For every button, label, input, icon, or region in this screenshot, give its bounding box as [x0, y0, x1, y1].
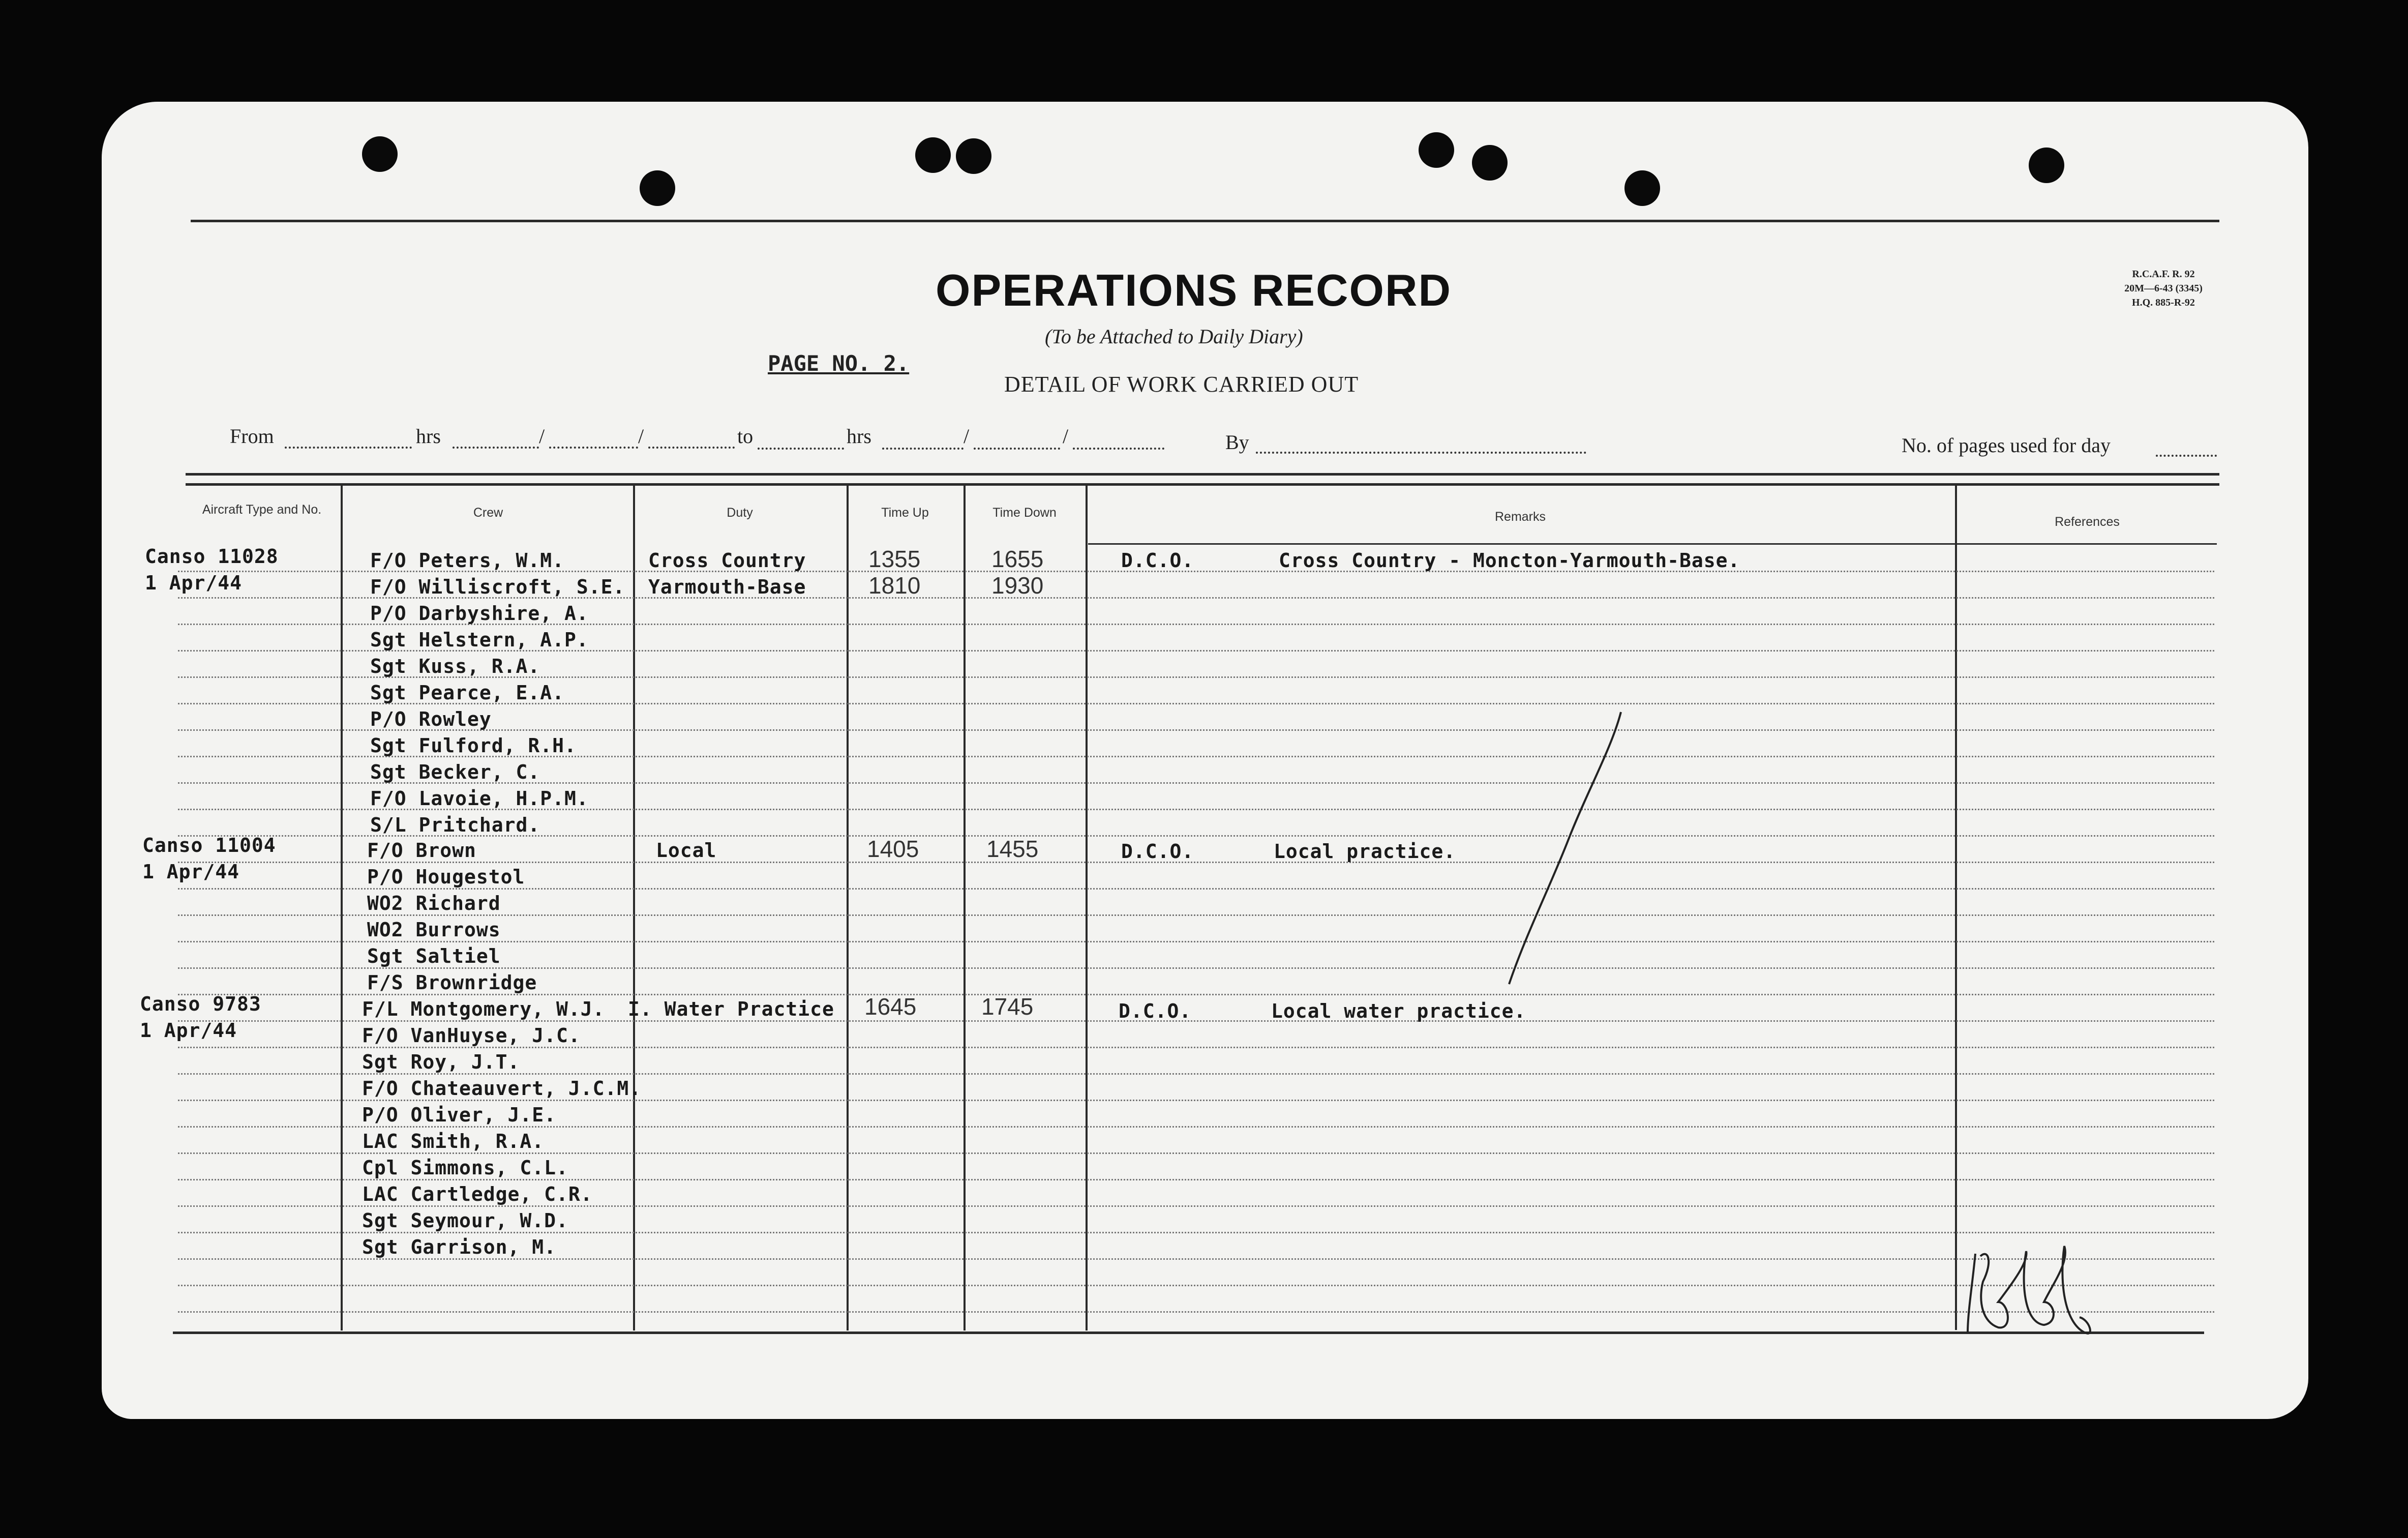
crew-member: F/O Williscroft, S.E. — [370, 576, 625, 598]
signature-icon — [1968, 1246, 2090, 1334]
time-up: 1355 — [868, 546, 921, 572]
crew-member: P/O Oliver, J.E. — [362, 1104, 557, 1126]
remarks-code: D.C.O. — [1121, 840, 1194, 863]
time-down: 1745 — [981, 993, 1034, 1020]
col-references: References — [2055, 515, 2120, 529]
crew-member: Sgt Roy, J.T. — [362, 1051, 520, 1073]
crew-member: Cpl Simmons, C.L. — [362, 1157, 568, 1179]
remarks-code: D.C.O. — [1121, 549, 1194, 572]
detail-heading: DETAIL OF WORK CARRIED OUT — [1004, 372, 1359, 397]
to-label: to — [737, 425, 754, 448]
crew-member: F/O Brown — [367, 839, 476, 862]
crew-member: Sgt Kuss, R.A. — [370, 655, 540, 677]
crew-member: P/O Rowley — [370, 708, 492, 730]
crew-member: P/O Darbyshire, A. — [370, 602, 589, 625]
crew-member: F/S Brownridge — [367, 971, 537, 994]
aircraft-id: Canso 11028 — [145, 545, 279, 568]
entry-date: 1 Apr/44 — [145, 572, 243, 594]
by-label: By — [1225, 431, 1249, 454]
crew-member: Sgt Saltiel — [367, 945, 501, 967]
crew-member: Sgt Fulford, R.H. — [370, 734, 577, 757]
crew-member: F/O VanHuyse, J.C. — [362, 1024, 581, 1047]
time-up: 1405 — [867, 836, 919, 862]
duty: Cross Country — [648, 549, 806, 572]
crew-member: LAC Cartledge, C.R. — [362, 1183, 593, 1205]
hrs-label-2: hrs — [847, 425, 871, 448]
time-up: 1645 — [864, 993, 917, 1020]
crew-member: Sgt Becker, C. — [370, 761, 540, 783]
col-remarks: Remarks — [1494, 510, 1546, 524]
pages-used-label: No. of pages used for day — [1902, 434, 2111, 457]
crew-member: P/O Hougestol — [367, 866, 525, 888]
time-down: 1930 — [991, 572, 1044, 599]
col-duty: Duty — [727, 506, 753, 520]
crew-member: Sgt Pearce, E.A. — [370, 682, 565, 704]
crew-member: Sgt Garrison, M. — [362, 1236, 557, 1258]
entry-date: 1 Apr/44 — [140, 1019, 237, 1042]
crew-member: F/O Chateauvert, J.C.M. — [362, 1077, 642, 1100]
remarks-code: D.C.O. — [1119, 1000, 1192, 1022]
crew-member: WO2 Richard — [367, 892, 501, 914]
duty: Yarmouth-Base — [648, 576, 806, 598]
form-code: R.C.A.F. R. 92 20M—6-43 (3345) H.Q. 885-R-92 — [2124, 269, 2203, 308]
crew-member: S/L Pritchard. — [370, 814, 540, 836]
aircraft-id: Canso 9783 — [140, 993, 261, 1015]
crew-member: WO2 Burrows — [367, 919, 501, 941]
hrs-label: hrs — [416, 425, 441, 448]
page-number: PAGE NO. 2. — [768, 351, 910, 376]
crew-member: Sgt Helstern, A.P. — [370, 629, 589, 651]
page-title: OPERATIONS RECORD — [936, 265, 1452, 315]
crew-member: LAC Smith, R.A. — [362, 1130, 545, 1152]
col-crew: Crew — [473, 506, 503, 520]
col-aircraft: Aircraft Type and No. — [202, 502, 322, 517]
col-time-up: Time Up — [881, 506, 929, 520]
entry-date: 1 Apr/44 — [142, 861, 240, 883]
aircraft-id: Canso 11004 — [142, 834, 276, 856]
col-time-down: Time Down — [992, 506, 1057, 520]
remarks: Cross Country - Moncton-Yarmouth-Base. — [1279, 549, 1740, 572]
crew-member: F/O Peters, W.M. — [370, 549, 565, 572]
remarks: Local water practice. — [1271, 1000, 1526, 1022]
from-label: From — [230, 425, 274, 448]
time-down: 1655 — [991, 546, 1044, 572]
time-down: 1455 — [986, 836, 1039, 862]
crew-member: F/O Lavoie, H.P.M. — [370, 787, 589, 810]
duty: I. Water Practice — [628, 998, 834, 1020]
time-up: 1810 — [868, 572, 921, 599]
subtitle: (To be Attached to Daily Diary) — [1045, 325, 1303, 348]
remarks: Local practice. — [1274, 840, 1456, 863]
duty: Local — [656, 839, 717, 862]
crew-member: F/L Montgomery, W.J. — [362, 998, 605, 1020]
crew-member: Sgt Seymour, W.D. — [362, 1209, 568, 1232]
